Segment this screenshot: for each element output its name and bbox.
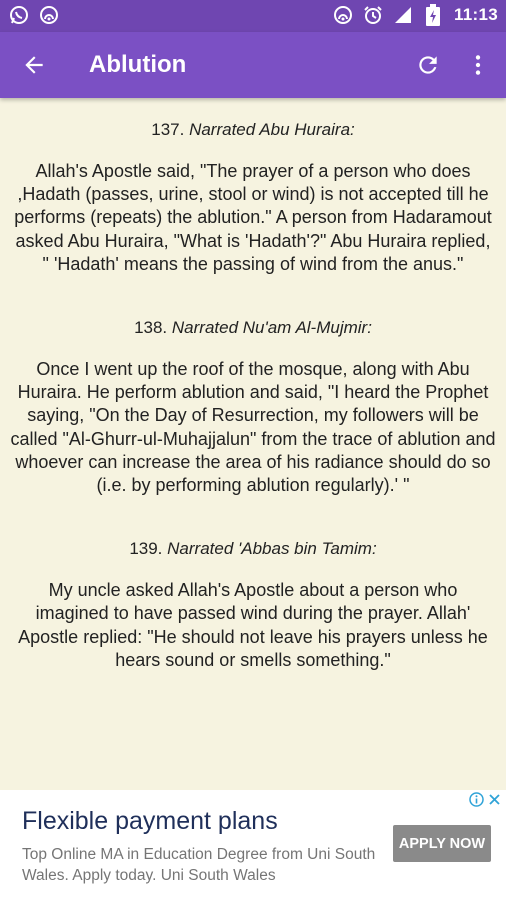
adchoices-icon[interactable]: [469, 792, 484, 812]
arrow-back-icon[interactable]: [18, 49, 50, 81]
hadith-text: Once I went up the roof of the mosque, along with Abu Huraira. He perform ablution and said, "I heard the Prophet saying, "On the Day of Resurrection, my followers will be called "Al-Ghurr-ul-Muhajjalun" from the trace of ablution and whoever can increase the area of his radiance should do so (i.e. by performing ablution regularly).' ": [10, 359, 496, 496]
ad-banner[interactable]: [0, 790, 506, 900]
app-bar: [0, 32, 506, 98]
hadith-item: [0, 318, 506, 497]
ad-description[interactable]: Top Online MA in Education Degree from Uni South Wales. Apply today. Uni South Wales: [22, 846, 376, 884]
hadith-narrator: Narrated Abu Huraira:: [189, 120, 355, 139]
hadith-number: 137.: [151, 120, 185, 139]
whatsapp-icon: [8, 4, 30, 26]
close-icon[interactable]: [487, 792, 502, 812]
hadith-narrator: Narrated Nu'am Al-Mujmir:: [171, 318, 372, 338]
hadith-narrator: Narrated 'Abbas bin Tamim:: [167, 539, 377, 559]
apply-now-button[interactable]: APPLY NOW: [393, 825, 491, 862]
ad-headline[interactable]: Flexible payment plans: [22, 807, 278, 835]
hadith-heading: [10, 120, 496, 140]
clock-time: 11:13: [453, 5, 498, 24]
cast-icon: [332, 4, 354, 26]
cast-icon: [38, 4, 60, 26]
alarm-icon: [362, 4, 384, 26]
more-vert-icon[interactable]: [462, 49, 494, 81]
hadith-number: 139.: [129, 539, 163, 559]
battery-charging-icon: [422, 4, 444, 26]
refresh-icon[interactable]: [412, 49, 444, 81]
hadith-text: My uncle asked Allah's Apostle about a person who imagined to have passed wind during the prayer. Allah' Apostle replied: "He should not leave his prayers unless he hears sound or smells something.": [18, 580, 488, 670]
hadith-item: [0, 120, 506, 276]
page-title: Ablution: [89, 51, 187, 78]
hadith-heading: [10, 539, 496, 559]
hadith-number: 138.: [134, 318, 168, 338]
hadith-text: Allah's Apostle said, "The prayer of a person who does ,Hadath (passes, urine, stool or wind) is not accepted till he performs (repeats) the ablution." A person from Hadaramout asked Abu Huraira, "What is 'Hadath'?" Abu Huraira replied, " 'Hadath' means the passing of wind from the anus.": [14, 161, 492, 274]
hadith-heading: [10, 318, 496, 338]
hadith-item: [0, 539, 506, 672]
lte-signal-icon: [392, 4, 414, 26]
hadith-list[interactable]: [0, 98, 506, 770]
status-bar: [0, 0, 506, 32]
